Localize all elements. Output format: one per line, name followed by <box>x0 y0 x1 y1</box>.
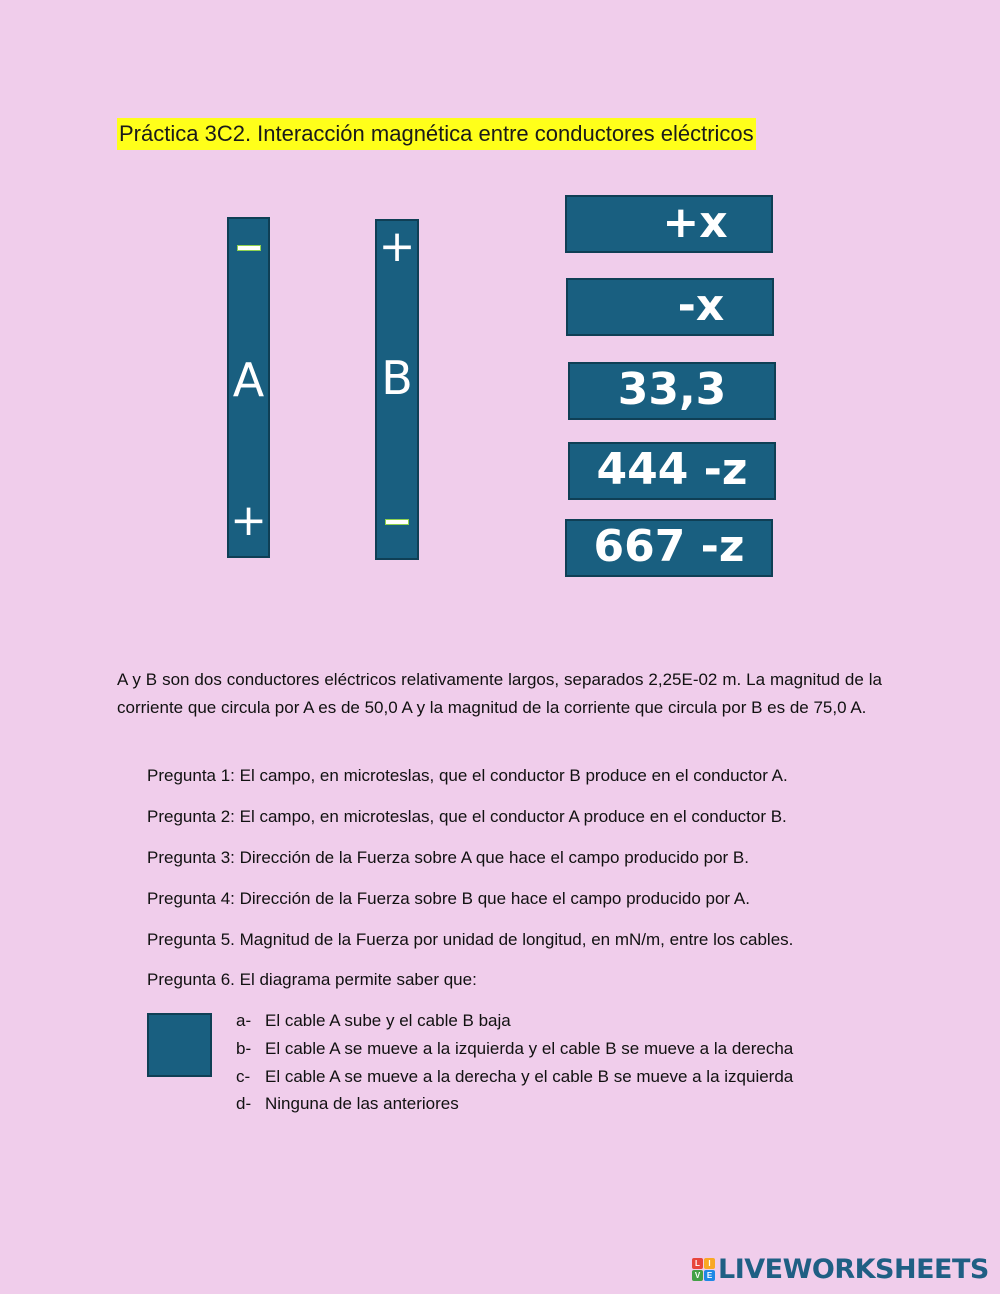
option-text: El cable A se mueve a la izquierda y el cable B se mueve a la derecha <box>265 1039 794 1058</box>
option-letter: c- <box>236 1067 251 1086</box>
option-c <box>236 1067 793 1087</box>
option-d <box>236 1094 459 1114</box>
plus-sign-icon: + <box>230 495 267 546</box>
logo-tile: L <box>692 1258 703 1269</box>
option-letter: d- <box>236 1094 252 1113</box>
answer-box-444-z[interactable]: 444 -z <box>568 442 776 500</box>
logo-tile: I <box>704 1258 715 1269</box>
liveworksheets-logo <box>692 1252 989 1286</box>
question-6: Pregunta 6. El diagrama permite saber que: <box>147 970 477 989</box>
question-3: Pregunta 3: Dirección de la Fuerza sobre A que hace el campo producido por B. <box>147 848 749 867</box>
question-2: Pregunta 2: El campo, en microteslas, que el conductor A produce en el conductor B. <box>147 807 787 826</box>
option-text: El cable A sube y el cable B baja <box>265 1011 511 1030</box>
option-a <box>236 1011 511 1031</box>
answer-box-667-z[interactable]: 667 -z <box>565 519 773 577</box>
answer-box-minus-x[interactable]: -x <box>566 278 774 336</box>
conductor-b <box>375 219 419 560</box>
answer-box-plus-x[interactable]: +x <box>565 195 773 253</box>
question-5: Pregunta 5. Magnitud de la Fuerza por unidad de longitud, en mN/m, entre los cables. <box>147 930 794 949</box>
page-title: Práctica 3C2. Interacción magnética entre conductores eléctricos <box>117 118 756 150</box>
conductor-a-label: A <box>232 353 265 407</box>
conductor-a <box>227 217 270 558</box>
conductor-b-label: B <box>381 351 413 405</box>
logo-tile: V <box>692 1270 703 1281</box>
option-b <box>236 1039 793 1059</box>
option-letter: a- <box>236 1011 252 1030</box>
minus-sign-icon <box>385 519 409 525</box>
logo-tiles-icon <box>692 1258 715 1281</box>
question-1: Pregunta 1: El campo, en microteslas, que el conductor B produce en el conductor A. <box>147 766 788 785</box>
plus-sign-icon: + <box>378 221 416 272</box>
option-text: Ninguna de las anteriores <box>265 1094 459 1113</box>
question-6-answer-box[interactable] <box>147 1013 212 1077</box>
problem-statement: A y B son dos conductores eléctricos relativamente largos, separados 2,25E-02 m. La magnitud de la corriente que circula por A es de 50,0 A y la magnitud de la corriente que circula por B es de 75,0 A. <box>117 670 882 717</box>
minus-sign-icon <box>237 245 261 251</box>
logo-tile: E <box>704 1270 715 1281</box>
option-letter: b- <box>236 1039 252 1058</box>
logo-text: LIVEWORKSHEETS <box>718 1253 989 1285</box>
answer-box-33-3[interactable]: 33,3 <box>568 362 776 420</box>
question-4: Pregunta 4: Dirección de la Fuerza sobre B que hace el campo producido por A. <box>147 889 750 908</box>
option-text: El cable A se mueve a la derecha y el cable B se mueve a la izquierda <box>265 1067 794 1086</box>
